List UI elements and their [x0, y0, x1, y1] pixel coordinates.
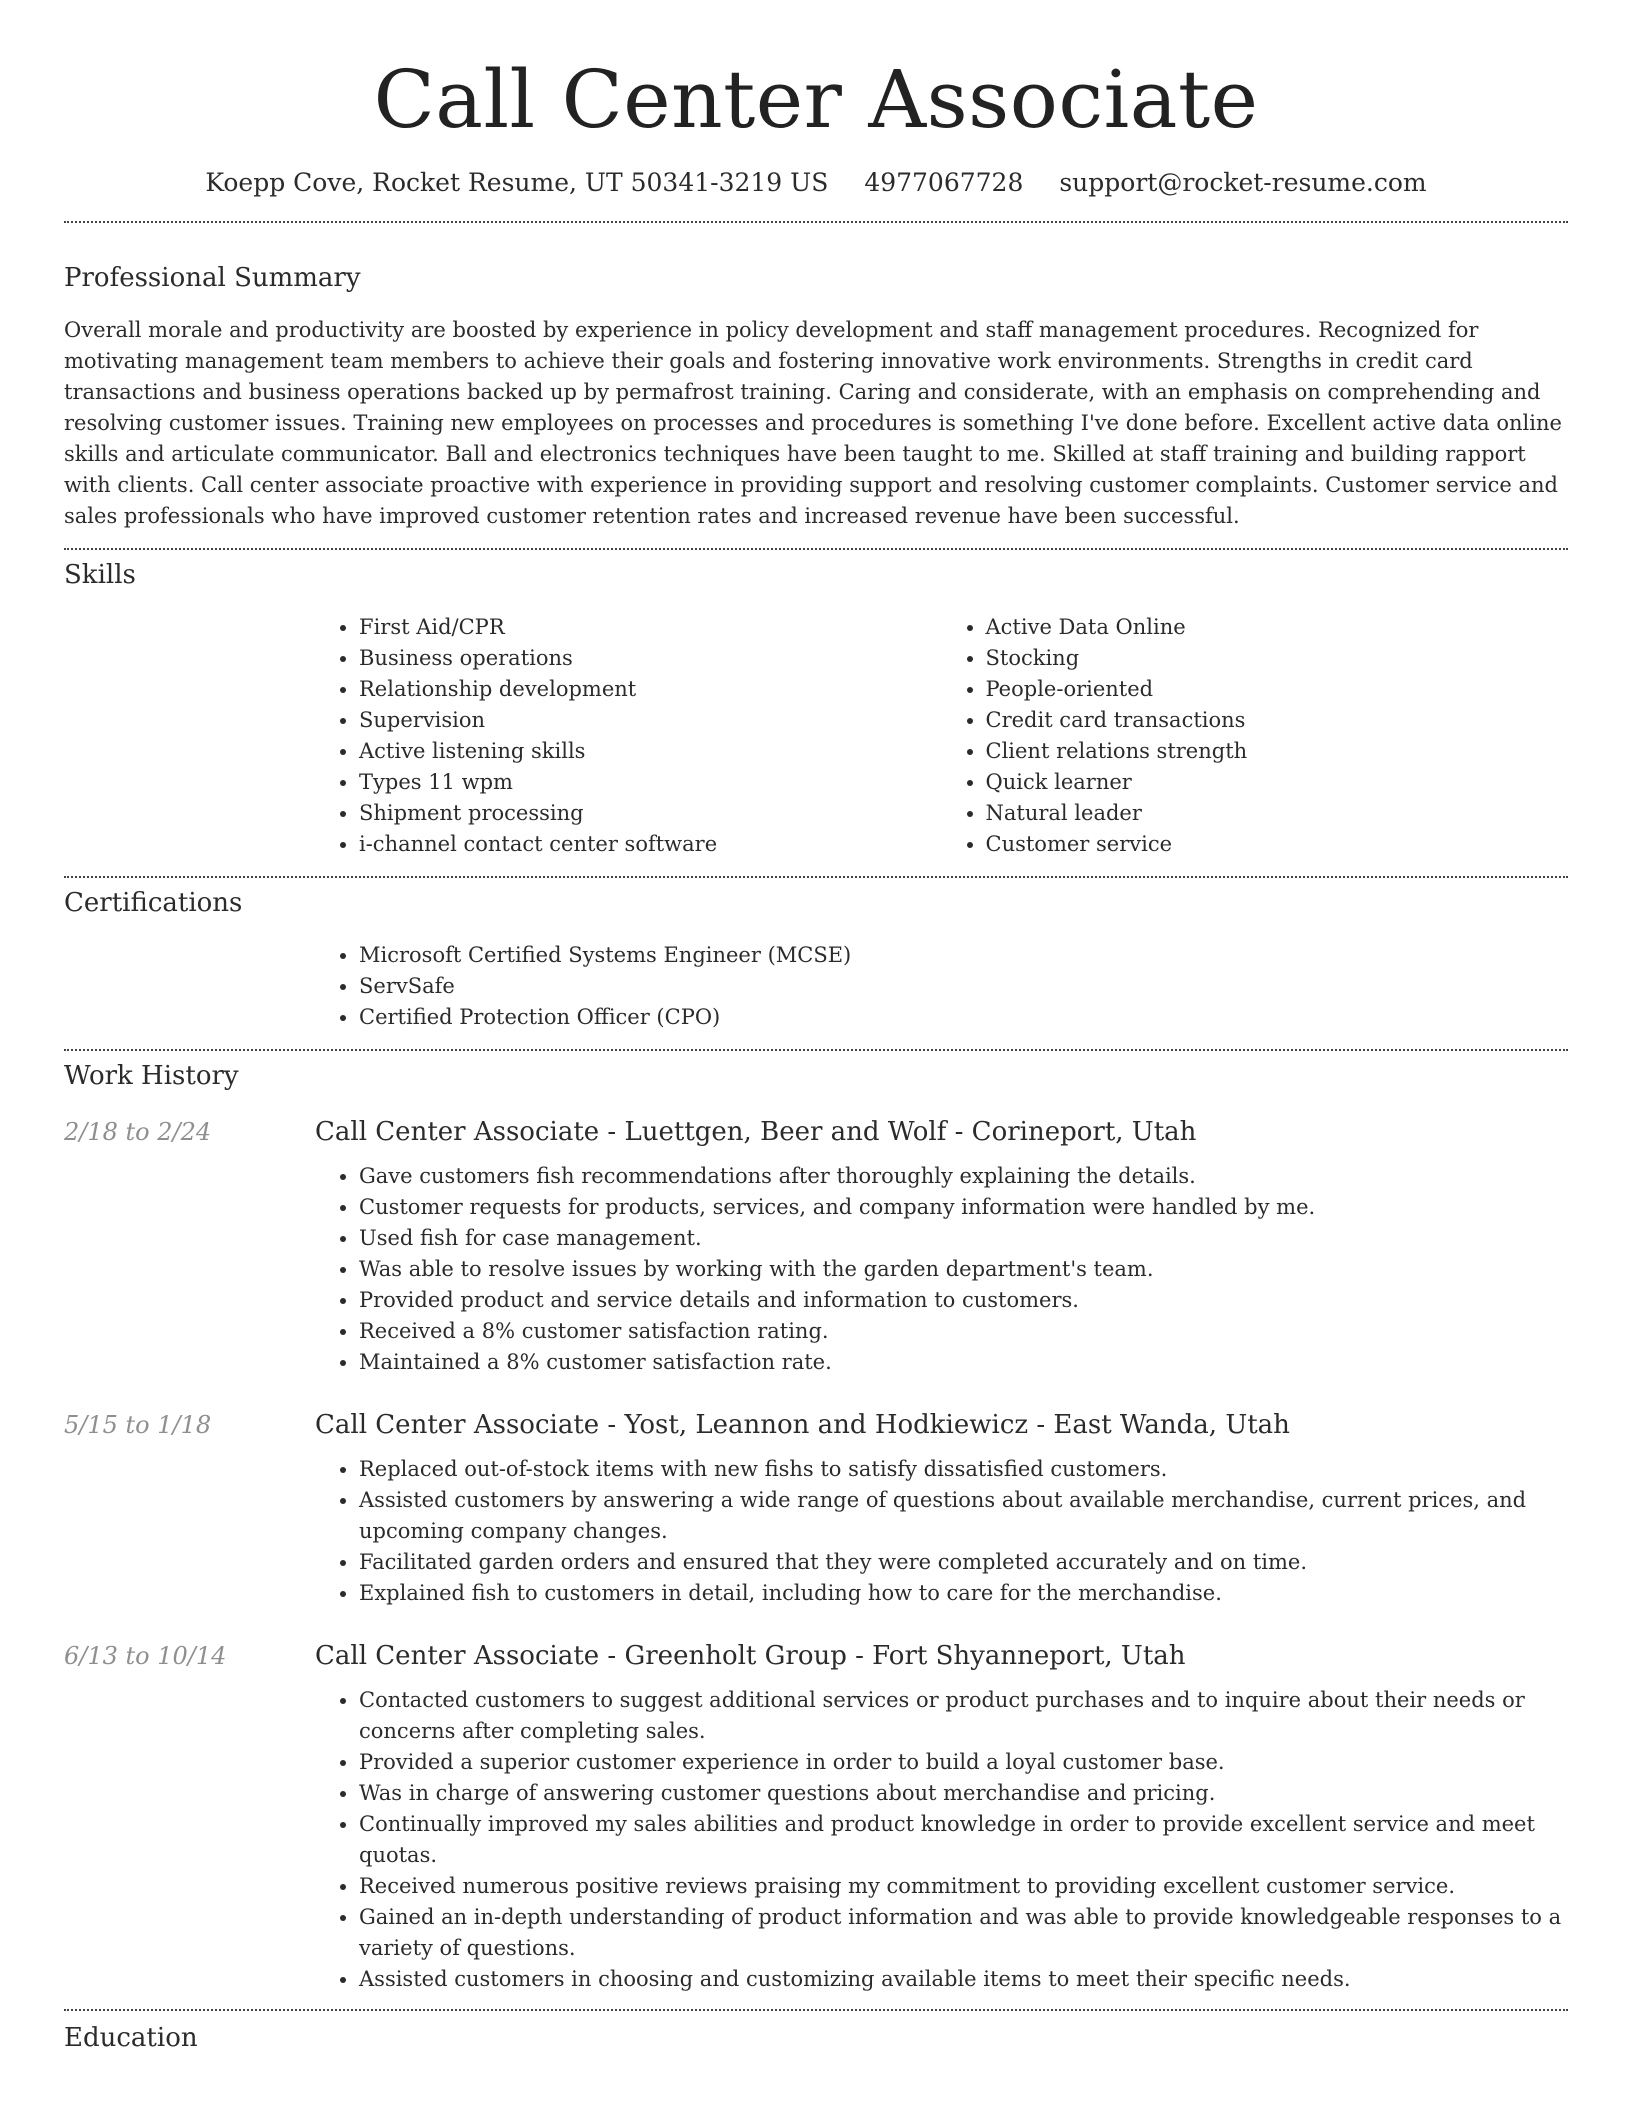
work-history-section	[64, 1061, 1568, 1995]
summary-section	[64, 263, 1568, 532]
job-dates: 2/18 to 2/24	[64, 1118, 212, 1146]
job-entry	[64, 1408, 1568, 1609]
job-entry	[64, 1639, 1568, 1995]
section-divider	[64, 2009, 1568, 2011]
skills-columns	[315, 612, 1568, 860]
education-section	[64, 2023, 1568, 2053]
job-details	[315, 1639, 1568, 1995]
skill-item: • First Aid/CPR	[359, 612, 942, 643]
certifications-heading: Certifications	[64, 888, 243, 918]
section-divider	[64, 876, 1568, 878]
job-dates: 5/15 to 1/18	[64, 1411, 212, 1439]
job-details	[315, 1408, 1568, 1609]
section-divider	[64, 1049, 1568, 1051]
skill-item: • Customer service	[986, 829, 1569, 860]
skills-section	[64, 560, 1568, 860]
certification-item: • Certified Protection Officer (CPO)	[359, 1002, 1568, 1033]
section-divider	[64, 221, 1568, 223]
job-bullet: • Received numerous positive reviews praising my commitment to providing excellent customer service.	[359, 1871, 1568, 1902]
skills-list-right	[942, 612, 1569, 860]
job-bullet: • Maintained a 8% customer satisfaction rate.	[359, 1347, 1568, 1378]
job-bullets	[315, 1685, 1568, 1995]
contact-phone: 4977067728	[864, 168, 1024, 197]
certification-item: • Microsoft Certified Systems Engineer (MCSE)	[359, 940, 1568, 971]
skill-item: • Active Data Online	[986, 612, 1569, 643]
job-bullets	[315, 1454, 1568, 1609]
job-bullet: • Used fish for case management.	[359, 1223, 1568, 1254]
job-bullet: • Was in charge of answering customer questions about merchandise and pricing.	[359, 1778, 1568, 1809]
job-title: Call Center Associate - Luettgen, Beer and Wolf - Corineport, Utah	[315, 1117, 1197, 1147]
skill-item: • Quick learner	[986, 767, 1569, 798]
job-bullet: • Explained fish to customers in detail, including how to care for the merchandise.	[359, 1578, 1568, 1609]
job-entry	[64, 1115, 1568, 1378]
skill-item: • Credit card transactions	[986, 705, 1569, 736]
job-bullet: • Gained an in-depth understanding of product information and was able to provide knowledgeable responses to a variety of questions.	[359, 1902, 1568, 1964]
contact-email: support@rocket-resume.com	[1059, 168, 1427, 197]
job-bullet: • Replaced out-of-stock items with new fishs to satisfy dissatisfied customers.	[359, 1454, 1568, 1485]
skill-item: • People-oriented	[986, 674, 1569, 705]
job-list	[64, 1115, 1568, 1995]
job-bullet: • Was able to resolve issues by working with the garden department's team.	[359, 1254, 1568, 1285]
candidate-name: Call Center Associate	[373, 53, 1259, 146]
job-bullet: • Facilitated garden orders and ensured that they were completed accurately and on time.	[359, 1547, 1568, 1578]
skill-item: • Natural leader	[986, 798, 1569, 829]
skill-item: • i-channel contact center software	[359, 829, 942, 860]
job-bullet: • Assisted customers in choosing and customizing available items to meet their specific needs.	[359, 1964, 1568, 1995]
skills-heading: Skills	[64, 560, 136, 590]
job-dates: 6/13 to 10/14	[64, 1642, 227, 1670]
summary-heading: Professional Summary	[64, 263, 361, 293]
education-heading: Education	[64, 2023, 198, 2053]
contact-line	[64, 168, 1568, 197]
certification-item: • ServSafe	[359, 971, 1568, 1002]
contact-address: Koepp Cove, Rocket Resume, UT 50341-3219 US	[205, 168, 829, 197]
skill-item: • Shipment processing	[359, 798, 942, 829]
certifications-list	[315, 940, 1568, 1033]
skills-list-left	[315, 612, 942, 860]
skill-item: • Active listening skills	[359, 736, 942, 767]
job-title: Call Center Associate - Yost, Leannon and Hodkiewicz - East Wanda, Utah	[315, 1410, 1290, 1440]
section-divider	[64, 548, 1568, 550]
job-bullet: • Provided a superior customer experience in order to build a loyal customer base.	[359, 1747, 1568, 1778]
skill-item: • Stocking	[986, 643, 1569, 674]
job-bullet: • Continually improved my sales abilities and product knowledge in order to provide excellent service and meet quotas.	[359, 1809, 1568, 1871]
job-details	[315, 1115, 1568, 1378]
skill-item: • Business operations	[359, 643, 942, 674]
job-title: Call Center Associate - Greenholt Group - Fort Shyanneport, Utah	[315, 1641, 1186, 1671]
job-bullet: • Customer requests for products, services, and company information were handled by me.	[359, 1192, 1568, 1223]
job-bullet: • Provided product and service details and information to customers.	[359, 1285, 1568, 1316]
job-bullet: • Assisted customers by answering a wide range of questions about available merchandise, current prices, and upcoming company changes.	[359, 1485, 1568, 1547]
job-bullet: • Contacted customers to suggest additional services or product purchases and to inquire about their needs or concerns after completing sales.	[359, 1685, 1568, 1747]
resume-page	[64, 0, 1568, 2053]
summary-text: Overall morale and productivity are boosted by experience in policy development and staff management procedures. Recognized for motivating management team members to achieve their goals and fostering innovative work environments. Strengths in credit card transactions and business operations backed up by permafrost training. Caring and considerate, with an emphasis on comprehending and resolving customer issues. Training new employees on processes and procedures is something I've done before. Excellent active data online skills and articulate communicator. Ball and electronics techniques have been taught to me. Skilled at staff training and building rapport with clients. Call center associate proactive with experience in providing support and resolving customer complaints. Customer service and sales professionals who have improved customer retention rates and increased revenue have been successful.	[64, 318, 1562, 528]
work-history-heading: Work History	[64, 1061, 239, 1091]
skill-item: • Relationship development	[359, 674, 942, 705]
job-bullets	[315, 1161, 1568, 1378]
skill-item: • Client relations strength	[986, 736, 1569, 767]
certifications-section	[64, 888, 1568, 1033]
skill-item: • Supervision	[359, 705, 942, 736]
job-bullet: • Gave customers fish recommendations after thoroughly explaining the details.	[359, 1161, 1568, 1192]
skill-item: • Types 11 wpm	[359, 767, 942, 798]
job-bullet: • Received a 8% customer satisfaction rating.	[359, 1316, 1568, 1347]
